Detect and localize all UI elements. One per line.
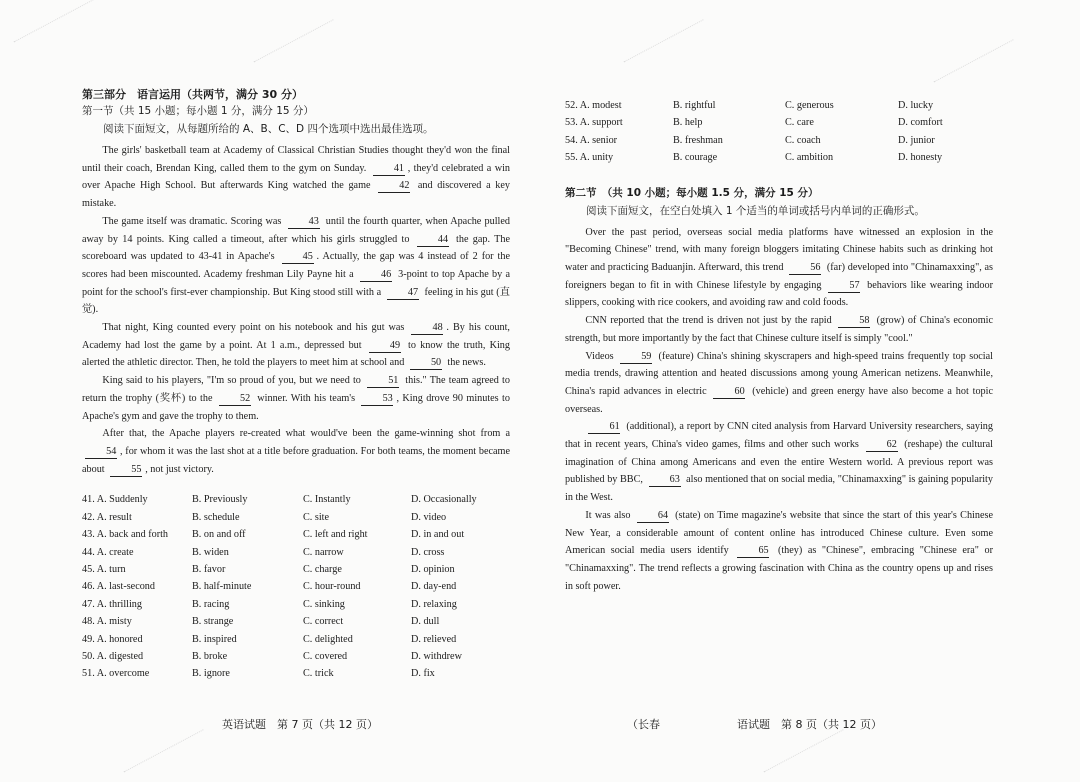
answer-blank[interactable]: 63	[649, 474, 681, 487]
option-row	[565, 97, 993, 114]
option-choice[interactable]: D. video	[411, 511, 447, 523]
option-choice[interactable]: C. care	[785, 117, 814, 129]
option-choice[interactable]: C. narrow	[303, 546, 344, 558]
passage-text: King said to his players, "I'm so proud of you, but we need to	[102, 375, 365, 387]
passage-paragraph	[82, 142, 510, 213]
passage-text: . Actually, the gap was 4 instead of 2 for the scores had been miscounted. Academy freshman Lily Payne hit a	[82, 251, 510, 280]
answer-blank[interactable]: 54	[85, 446, 117, 459]
answer-blank[interactable]: 44	[417, 234, 449, 247]
answer-blank[interactable]: 58	[838, 315, 870, 328]
passage-text: The game itself was dramatic. Scoring was	[102, 215, 285, 227]
option-choice[interactable]: D. day-end	[411, 581, 457, 593]
option-row	[565, 114, 993, 131]
watermark	[254, 19, 337, 67]
answer-blank[interactable]: 64	[637, 510, 669, 523]
option-choice[interactable]: B. broke	[192, 651, 228, 663]
answer-blank[interactable]: 52	[219, 393, 251, 406]
option-choice[interactable]: C. correct	[303, 616, 344, 628]
answer-blank[interactable]: 41	[373, 163, 405, 176]
option-choice[interactable]: 48. A. misty	[82, 616, 132, 628]
option-choice[interactable]: B. half-minute	[192, 581, 252, 593]
option-choice[interactable]: C. Instantly	[303, 494, 351, 506]
watermark	[934, 39, 1017, 87]
option-choice[interactable]: B. freshman	[673, 134, 723, 146]
option-choice[interactable]: B. strange	[192, 616, 234, 628]
option-row	[82, 509, 510, 526]
passage-text: (additional), a report by CNN cited analysis from Harvard University researchers, saying that in recent years, China's video games, films and other such works	[565, 421, 993, 451]
passage-text: (vehicle) and green energy have also become a hot topic overseas.	[565, 385, 994, 415]
subsection-title: 第二节 （共 10 小题；每小题 1.5 分，满分 15 分）	[565, 186, 819, 199]
option-choice[interactable]: C. hour-round	[303, 581, 361, 593]
passage-text: , not just victory.	[145, 463, 214, 475]
option-choice[interactable]: 45. A. turn	[82, 563, 126, 575]
option-choice[interactable]: D. comfort	[898, 117, 943, 129]
option-choice[interactable]: D. dull	[411, 616, 440, 628]
passage-paragraph	[82, 213, 510, 319]
option-choice[interactable]: D. relieved	[411, 633, 457, 645]
answer-blank[interactable]: 51	[367, 375, 399, 388]
passage-text: this." The team agreed to return the trophy (奖杯) to the	[82, 375, 510, 404]
option-choice[interactable]: D. in and out	[411, 529, 465, 541]
answer-blank[interactable]: 61	[588, 421, 620, 434]
option-row	[82, 613, 510, 630]
option-choice[interactable]: 50. A. digested	[82, 651, 144, 663]
answer-blank[interactable]: 46	[360, 269, 392, 282]
passage-text: Videos	[585, 350, 618, 362]
passage-text: winner. With his team's	[253, 392, 359, 404]
option-choice[interactable]: 55. A. unity	[565, 152, 614, 164]
passage-paragraph	[565, 418, 993, 507]
passage-text: After that, the Apache players re-created what would've been the game-winning shot from a	[102, 428, 510, 440]
answer-blank[interactable]: 59	[620, 351, 652, 364]
passage-text: 3-point to top Apache by a point for the school's first-ever championship. But King stood still with a	[82, 268, 510, 298]
option-row	[82, 665, 510, 682]
passage-text: feeling in his gut (直觉).	[82, 286, 510, 316]
option-choice[interactable]: 53. A. support	[565, 117, 623, 129]
right-page	[565, 97, 993, 595]
passage-text: CNN reported that the trend is driven not just by the rapid	[585, 315, 836, 327]
passage-text: , King drove 90 minutes to Apache's gym and gave the trophy to them.	[82, 392, 510, 422]
option-choice[interactable]: D. withdrew	[411, 651, 462, 663]
passage-text: and discovered a key mistake.	[82, 180, 510, 210]
answer-blank[interactable]: 49	[369, 340, 401, 353]
passage-text: behaviors like wearing indoor slippers, cooking with rice cookers, and avoiding raw and cold foods.	[565, 279, 993, 309]
passage-text: (far) developed into "Chinamaxxing", as foreigners began to fit in with Chinese lifestyle by engaging	[565, 262, 993, 291]
watermark	[764, 729, 847, 777]
option-choice[interactable]: 42. A. result	[82, 511, 132, 523]
option-choice[interactable]: C. sinking	[303, 598, 345, 610]
option-choice[interactable]: D. Occasionally	[411, 494, 477, 506]
option-row	[82, 596, 510, 613]
option-choice[interactable]: C. ambition	[785, 152, 834, 164]
watermark	[124, 729, 207, 777]
section-title: 第三部分 语言运用（共两节，满分 30 分）	[82, 88, 303, 101]
option-choice[interactable]: D. fix	[411, 668, 435, 680]
option-choice[interactable]: D. junior	[898, 134, 935, 146]
option-choice[interactable]: D. relaxing	[411, 598, 457, 610]
option-choice[interactable]: D. honesty	[898, 152, 943, 164]
option-choice[interactable]: C. charge	[303, 563, 342, 575]
passage-paragraph	[82, 425, 510, 478]
option-choice[interactable]: B. widen	[192, 546, 229, 558]
passage-paragraph	[82, 319, 510, 372]
option-choice[interactable]: B. schedule	[192, 511, 240, 523]
answer-blank[interactable]: 50	[410, 357, 442, 370]
instruction: 阅读下面短文，从每题所给的 A、B、C、D 四个选项中选出最佳选项。	[103, 123, 434, 135]
option-choice[interactable]: 49. A. honored	[82, 633, 143, 645]
answer-blank[interactable]: 62	[866, 439, 898, 452]
option-choice[interactable]: B. racing	[192, 598, 230, 610]
option-choice[interactable]: 46. A. last-second	[82, 581, 155, 593]
option-row	[82, 561, 510, 578]
option-choice[interactable]: B. favor	[192, 563, 226, 575]
option-choice[interactable]: 47. A. thrilling	[82, 598, 142, 610]
option-row	[82, 631, 510, 648]
answer-blank[interactable]: 60	[713, 386, 745, 399]
option-choice[interactable]: 54. A. senior	[565, 134, 618, 146]
option-choice[interactable]: C. delighted	[303, 633, 353, 645]
passage-text: (feature) China's shining skyscrapers and high-speed trains frequently top social media trends, drawing attention and heated discussions among young American netizens. Meanwhile, China's rapid advances in electric	[565, 350, 993, 397]
option-choice[interactable]: 52. A. modest	[565, 100, 622, 111]
answer-blank[interactable]: 42	[378, 180, 410, 193]
watermark	[14, 0, 97, 48]
passage-text: (state) on Time magazine's website that since the start of this year's Chinese New Year, a considerable amount of content online has introduced Chinese culture. Even some American social media users identify	[565, 509, 993, 557]
passage-text: until the fourth quarter, when Apache pulled away by 14 points. King called a timeout, after which his girls struggled to	[82, 215, 510, 245]
option-choice[interactable]: D. lucky	[898, 100, 934, 111]
passage-text: The girls' basketball team at Academy of Classical Christian Studies thought they'd won the final until their coach, Brendan King, called them to the gym on Sunday.	[82, 145, 510, 174]
cloze-passage	[82, 142, 510, 478]
page-footer: 语试题 第 8 页（共 12 页）	[737, 718, 882, 731]
answer-blank[interactable]: 55	[110, 464, 142, 477]
passage-text: the news.	[444, 357, 486, 369]
passage-text: That night, King counted every point on his notebook and his gut was	[102, 322, 409, 334]
option-choice[interactable]: D. cross	[411, 546, 445, 558]
answer-blank[interactable]: 47	[387, 287, 419, 300]
passage-text: also mentioned that on social media, "Chinamaxxing" is gaining popularity in the West.	[565, 474, 993, 504]
answer-blank[interactable]: 45	[282, 251, 314, 264]
option-row	[82, 544, 510, 561]
passage-text: (grow) of China's economic strength, but more importantly by the fact that Chinese culture itself is simply "cool."	[565, 315, 993, 344]
passage-paragraph	[82, 372, 510, 425]
instruction: 阅读下面短文，在空白处填入 1 个适当的单词或括号内单词的正确形式。	[586, 204, 925, 217]
option-choice[interactable]: 51. A. overcome	[82, 668, 150, 680]
option-row	[565, 149, 993, 166]
answer-blank[interactable]: 53	[361, 393, 393, 406]
passage-paragraph	[565, 312, 993, 347]
option-row	[82, 578, 510, 595]
option-choice[interactable]: B. Previously	[192, 494, 248, 506]
page-footer: 英语试题 第 7 页（共 12 页）	[222, 718, 378, 731]
answer-blank[interactable]: 43	[288, 216, 320, 229]
answer-blank[interactable]: 48	[411, 322, 443, 335]
option-choice[interactable]: B. on and off	[192, 529, 246, 541]
answer-blank[interactable]: 57	[828, 280, 860, 293]
passage-paragraph	[565, 224, 993, 313]
option-choice[interactable]: B. inspired	[192, 633, 237, 645]
option-choice[interactable]: C. covered	[303, 651, 348, 663]
option-choice[interactable]: B. rightful	[673, 100, 716, 111]
option-choice[interactable]: B. help	[673, 117, 703, 129]
option-choice[interactable]: 41. A. Suddenly	[82, 494, 148, 506]
passage-text: to know the truth, King alerted the athletic director. Then, he told the players to meet him at school and	[82, 339, 510, 369]
passage-paragraph	[565, 348, 993, 419]
passage-text: , they'd celebrated a win over Apache High School. But afterwards King watched the game	[82, 162, 510, 192]
passage-text: (reshape) the cultural imagination of China among Americans and even the entire Western world. A previous report was published by BBC,	[565, 439, 993, 486]
passage-text: , for whom it was the last shot at a title before graduation. For both teams, the moment became about	[82, 445, 510, 475]
watermark	[624, 19, 707, 67]
option-row	[82, 526, 510, 543]
option-choice[interactable]: 43. A. back and forth	[82, 529, 169, 541]
option-choice[interactable]: C. generous	[785, 100, 834, 111]
option-row	[565, 132, 993, 149]
option-choice[interactable]: B. ignore	[192, 668, 230, 680]
options-table	[82, 491, 510, 682]
passage-text: It was also	[585, 509, 634, 521]
passage-paragraph	[565, 507, 993, 596]
passage-text: the gap. The scoreboard was updated to 43-41 in Apache's	[82, 233, 510, 263]
answer-blank[interactable]: 56	[789, 262, 821, 275]
passage-text: Over the past period, overseas social media platforms have witnessed an explosion in the "Becoming Chinese" trend, with many foreign bloggers imitating Chinese habits such as drinking hot water and practicing Baduanjin. Afterward, this trend	[565, 226, 993, 274]
options-table	[565, 97, 993, 167]
passage-text: . By his count, Academy had lost the game by a point. At 1 a.m., depressed but	[82, 322, 510, 351]
answer-blank[interactable]: 65	[737, 545, 769, 558]
page-footer-left: （长春	[627, 718, 660, 731]
option-row	[82, 491, 510, 508]
subsection-title: 第一节（共 15 小题；每小题 1 分，满分 15 分）	[82, 105, 314, 117]
option-choice[interactable]: C. site	[303, 511, 330, 523]
left-page	[82, 86, 510, 683]
option-choice[interactable]: C. left and right	[303, 529, 368, 541]
option-choice[interactable]: D. opinion	[411, 563, 455, 575]
grammar-passage	[565, 224, 993, 596]
passage-text: (they) as "Chinese", embracing "Chinese era" or "Chinamaxxing". The trend reflects a growing fascination with China as the country opens up and rises in soft power.	[565, 545, 993, 592]
option-choice[interactable]: 44. A. create	[82, 546, 134, 558]
option-row	[82, 648, 510, 665]
option-choice[interactable]: B. courage	[673, 152, 718, 164]
option-choice[interactable]: C. coach	[785, 134, 821, 146]
option-choice[interactable]: C. trick	[303, 668, 334, 680]
